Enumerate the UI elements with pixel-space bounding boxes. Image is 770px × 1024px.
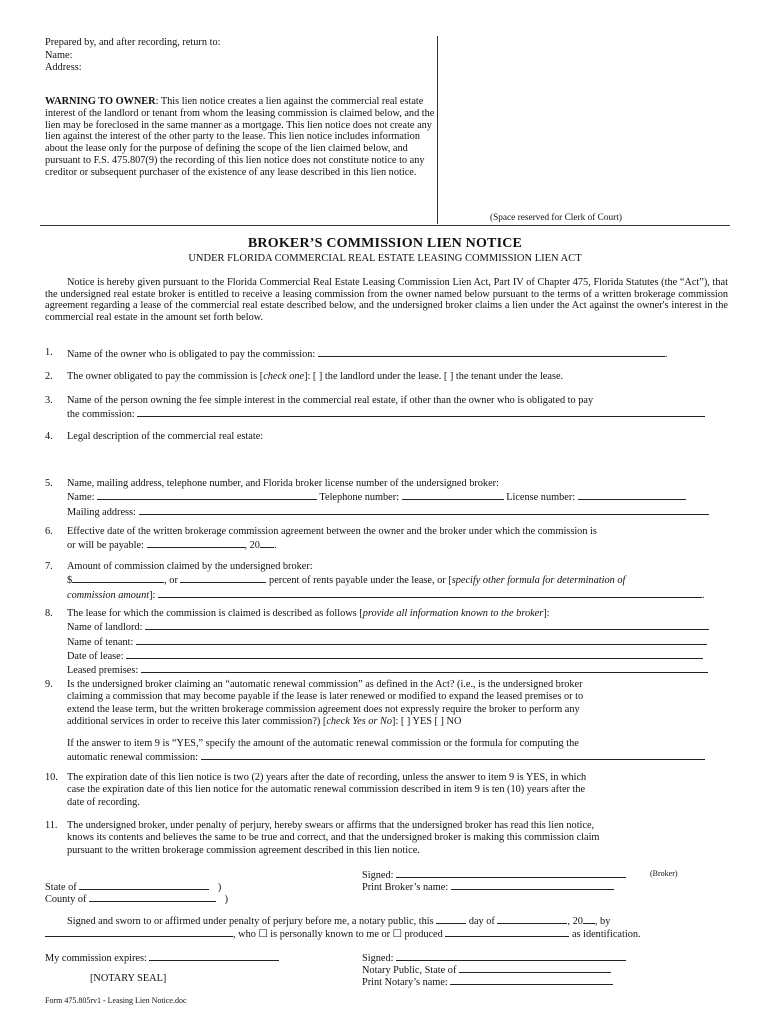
tenant-field[interactable] — [136, 635, 707, 645]
item-7-end: ]: — [149, 589, 156, 601]
warning-label: WARNING TO OWNER — [45, 96, 156, 107]
sworn-day-label: day of — [468, 916, 495, 927]
item-5-text: Name, mailing address, telephone number, and Florida broker license number of the undersigned broker: — [67, 478, 499, 489]
license-field[interactable] — [578, 490, 686, 500]
intro-paragraph — [45, 277, 728, 323]
item-6-text-b: or will be payable: — [67, 540, 144, 552]
broker-signature-field[interactable] — [396, 868, 626, 878]
print-broker-line — [362, 880, 614, 894]
item-9-renewal-label: automatic renewal commission: — [67, 752, 198, 764]
owner-type-checkboxes[interactable]: ]: [ ] the landlord under the lease. [ ] the tenant under the lease. — [304, 371, 564, 382]
print-broker-field[interactable] — [451, 880, 614, 890]
clerk-divider — [437, 36, 438, 224]
item-11 — [67, 820, 727, 857]
sworn-day-field[interactable] — [436, 914, 466, 924]
warning-text: : This lien notice creates a lien against the commercial real estate interest of the landlord or tenant from whom the leasing commission is claimed below, and the lien may be foreclosed in the same manner as a mortgage. This lien notice does not create any lien against the interest of the other party to the lease. This lien notice includes information about the lease only for the purpose of defining the scope of the lien claimed below, and pursuant to F.S. 475.807(9) the recording of this lien notice does not constitute notice to any creditor or subsequent purchaser of the existence of any lease described in this lien notice. — [45, 96, 435, 178]
county-field[interactable] — [89, 892, 216, 902]
renewal-commission-field[interactable] — [201, 750, 705, 760]
item-6-text-a: Effective date of the written brokerage commission agreement between the owner and the broker under which the commission is — [67, 526, 597, 537]
item-8-text-c: ]: — [543, 608, 550, 619]
identification-suffix: as identification. — [571, 929, 641, 940]
identification-field[interactable] — [445, 927, 569, 937]
commission-expires-field[interactable] — [149, 951, 279, 961]
item-1: Name of the owner who is obligated to pay the commission: . — [67, 349, 668, 360]
item-7-spec: specify other formula for determination of — [451, 575, 626, 587]
sworn-month-field[interactable] — [497, 914, 567, 924]
identification-text[interactable]: , who ☐ is personally known to me or ☐ produced — [233, 929, 443, 940]
item-7-number: 7. — [45, 561, 53, 572]
tenant-label: Name of tenant: — [67, 636, 134, 648]
item-9-check-hint: check Yes or No — [326, 715, 393, 727]
notary-signature-field[interactable] — [396, 951, 626, 961]
state-paren: ) — [217, 882, 222, 893]
mailing-address-label: Mailing address: — [67, 506, 136, 518]
notary-seal-label: [NOTARY SEAL] — [90, 973, 167, 984]
print-notary-label: Print Notary’s name: — [362, 977, 448, 988]
agreement-date-field[interactable] — [147, 538, 245, 548]
print-broker-label: Print Broker’s name: — [362, 882, 449, 893]
lease-date-field[interactable] — [126, 649, 703, 659]
item-2-text-b: check one — [263, 371, 305, 382]
landlord-field[interactable] — [145, 620, 709, 630]
sworn-year-field[interactable] — [583, 914, 595, 924]
header-rule — [40, 225, 730, 226]
intro-text: Notice is hereby given pursuant to the Florida Commercial Real Estate Leasing Commission Lien Act, Part IV of Chapter 475, Florida Statutes (the “Act”), that the undersigned real estate broker is entitled to receive a leasing commission from the owner named below pursuant to the terms of a written brokerage commission agreement regarding a lease of the commercial real estate described below, and the undersigned broker claims a lien under the Act against the owner's interest in the commercial real estate in the amount set forth below. — [45, 277, 728, 323]
county-label: County of — [45, 894, 87, 905]
item-9-number: 9. — [45, 679, 53, 690]
commission-percent-field[interactable] — [180, 573, 266, 583]
item-8-text-a: The lease for which the commission is claimed is described as follows [ — [67, 608, 363, 619]
print-notary-line — [362, 975, 613, 989]
item-4-number: 4. — [45, 431, 53, 442]
commission-amount-field[interactable] — [72, 573, 164, 583]
prepared-by-label: Prepared by, and after recording, return to: — [45, 37, 221, 48]
item-10-line-1: The expiration date of this lien notice is two (2) years after the date of recording, unless the answer to item 9 is YES, in which — [67, 772, 587, 783]
signed-label: Signed: — [362, 870, 394, 881]
item-9-line-4: additional services in order to receive this later commission?) [ — [67, 715, 327, 727]
item-6: Effective date of the written brokerage commission agreement between the owner and the broker under which the commission is or will be payable: , 20 . — [67, 526, 727, 553]
renewal-yes-no-checkboxes[interactable]: ]: [ ] YES [ ] NO — [392, 715, 462, 727]
broker-name-field[interactable] — [97, 490, 317, 500]
item-4-text: Legal description of the commercial real estate: — [67, 431, 264, 442]
item-2 — [67, 371, 727, 383]
item-2-number: 2. — [45, 371, 53, 382]
fee-owner-field[interactable] — [137, 407, 705, 417]
item-8-number: 8. — [45, 608, 53, 619]
item-3-text-b: the commission: — [67, 409, 135, 421]
item-9-line-2: claiming a commission that may become payable if the lease is later renewed or modified to expand the leased premises or to — [67, 691, 584, 703]
item-10 — [67, 772, 727, 809]
page-title: BROKER’S COMMISSION LIEN NOTICE — [247, 236, 523, 251]
item-7-spec-2: commission amount — [67, 589, 150, 601]
premises-field[interactable] — [141, 663, 708, 673]
lease-date-label: Date of lease: — [67, 650, 124, 662]
item-11-line-2: knows its contents and believes the same to be true and correct, and that the undersigned broker is making this commission claim — [67, 832, 600, 844]
notary-signed-label: Signed: — [362, 953, 394, 964]
item-1-number: 1. — [45, 347, 53, 358]
sworn-text: Signed and sworn to or affirmed under penalty of perjury before me, a notary public, this — [67, 916, 434, 927]
sworn-by-label: , by — [594, 916, 611, 927]
item-10-line-2: case the expiration date of this lien notice for the automatic renewal commission described in item 9 is ten (10) years after the — [67, 784, 586, 796]
notary-state-label: Notary Public, State of — [362, 965, 457, 976]
commission-expires-label: My commission expires: — [45, 953, 147, 964]
item-9-line-3: extend the lease term, but the written brokerage commission agreement does not expressly require the broker to perform any — [67, 703, 580, 715]
item-11-line-1: The undersigned broker, under penalty of perjury, hereby swears or affirms that the undersigned broker has read this lien notice, — [67, 820, 595, 831]
county-line — [45, 892, 228, 906]
page-subtitle: UNDER FLORIDA COMMERCIAL REAL ESTATE LEASING COMMISSION LIEN ACT — [188, 253, 582, 264]
broker-name-label: Name: — [67, 492, 95, 504]
item-5-number: 5. — [45, 478, 53, 489]
item-10-number: 10. — [45, 772, 58, 783]
telephone-label: Telephone number: — [319, 492, 400, 504]
premises-label: Leased premises: — [67, 665, 139, 677]
item-3-number: 3. — [45, 395, 53, 406]
item-9-line-1: Is the undersigned broker claiming an “automatic renewal commission” as defined in the Act? (i.e., is the undersigned broker — [67, 679, 583, 690]
item-3 — [67, 395, 727, 422]
item-9-renewal-text: If the answer to item 9 is “YES,” specify the amount of the automatic renewal commission or the formula for computing the — [67, 738, 579, 749]
commission-formula-field[interactable] — [158, 588, 702, 598]
item-6-number: 6. — [45, 526, 53, 537]
county-paren: ) — [224, 894, 229, 905]
item-3-text-a: Name of the person owning the fee simple interest in the commercial real estate, if other than the owner who is obligated to pay — [67, 395, 594, 406]
address-label: Address: — [45, 62, 82, 74]
item-10-line-3: date of recording. — [67, 796, 140, 808]
dollar-sign: $ — [67, 575, 73, 587]
notary-state-field[interactable] — [459, 963, 611, 973]
name-label: Name: — [45, 49, 73, 61]
landlord-label: Name of landlord: — [67, 622, 143, 634]
item-2-text-a: The owner obligated to pay the commission is [ — [67, 371, 264, 382]
item-6-year: , 20 — [244, 540, 260, 552]
affiant-name-field[interactable] — [45, 927, 233, 937]
item-8-text-b: provide all information known to the broker — [362, 608, 544, 619]
item-5 — [67, 478, 727, 519]
clerk-space-label: (Space reserved for Clerk of Court) — [490, 213, 622, 223]
item-7-or: , or — [164, 575, 178, 587]
item-8 — [67, 608, 727, 677]
owner-name-field[interactable] — [318, 347, 665, 357]
item-7: Amount of commission claimed by the undersigned broker: $ , or percent of rents payable under the lease, or [specify other formula for determination of commission amount]: . — [67, 561, 727, 602]
agreement-year-field[interactable] — [260, 538, 274, 548]
sworn-line-2 — [45, 927, 735, 941]
state-label: State of — [45, 882, 77, 893]
state-field[interactable] — [79, 880, 209, 890]
telephone-field[interactable] — [402, 490, 504, 500]
form-footer: Form 475.805rv1 - Leasing Lien Notice.doc — [45, 996, 187, 1005]
license-label: License number: — [506, 492, 576, 504]
item-7-percent-text: percent of rents payable under the lease, or [ — [269, 575, 452, 587]
broker-role-label: (Broker) — [650, 869, 678, 878]
commission-expires-line — [45, 951, 279, 965]
item-1-text: Name of the owner who is obligated to pay the commission: — [67, 349, 316, 360]
warning-block — [45, 96, 435, 179]
sworn-year-label: , 20 — [567, 916, 583, 927]
item-9 — [67, 679, 727, 728]
mailing-address-field[interactable] — [139, 505, 709, 515]
item-11-line-3: pursuant to the written brokerage commission agreement described in this lien notice. — [67, 844, 420, 856]
item-7-text: Amount of commission claimed by the undersigned broker: — [67, 561, 313, 572]
item-11-number: 11. — [45, 820, 58, 831]
return-to-block — [45, 37, 435, 75]
print-notary-field[interactable] — [450, 975, 613, 985]
item-9-renewal — [67, 738, 727, 765]
